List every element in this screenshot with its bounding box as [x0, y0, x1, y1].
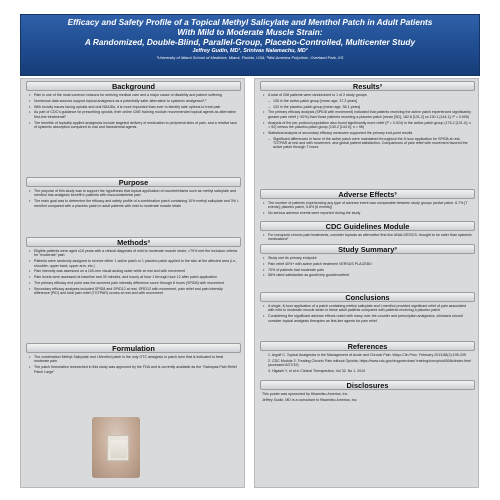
poster-title-line-1: Efficacy and Safety Profile of a Topical Methyl Salicylate and Menthol Patch in Adult Patients: [67, 17, 433, 27]
reference-item: 2. CDC Module 2: Treating Chronic Pain without Opioids; https://www.cdc.gov/drugoverdose/ training/nonopioid/508c/index.html (accessed 8/27/19): [268, 358, 471, 368]
conclusions-section: [260, 292, 475, 324]
methods-item: • Eligible patients were aged ≥18 years with a clinical diagnosis of mild to moderate muscle strain; >70% met the inclusion criteria for “moderate” pain: [28, 249, 239, 258]
disclosures-section: [260, 380, 475, 402]
results-subitem: – Significant differences in favor of the active patch were maintained throughout the 8 hour application for SPID8 at rest, TOTPAR at rest and with movement, and global patient satisfaction. Comparisons of pain relief with movement favored the active patch through 7 hours: [262, 137, 473, 150]
adverse-effects-item: • The number of patients experiencing any type of adverse event was comparable between study groups (active patch, 6.7% [7 events]; placebo patch, 5.8% [6 events]): [262, 201, 473, 210]
background-heading: Background: [26, 81, 241, 91]
study-summary-item: • Pain relief 40%+ with active patch treatment VERSUS PLACEBO: [262, 262, 473, 266]
cdc-guidelines-heading: CDC Guidelines Module: [260, 221, 475, 231]
references-heading: References: [260, 341, 475, 351]
results-item: • The primary efficacy analysis (SPID8 with movement) indicated that patients receiving the active patch experienced significantly greater pain relief (~40%) than those patients receiving a placebo patch (mean [SD], 182.6 [131.2] vs 130.1 [144.1]; P = 0.005): [262, 110, 473, 119]
methods-item: • The primary efficacy end point was the summed pain intensity difference score through 8 hours (SPID8) with movement: [28, 281, 239, 285]
methods-heading: Methods³: [26, 237, 241, 247]
conclusions-item: • A single, 8-hour application of a patch containing methyl salicylate and l-menthol provided significant relief of pain associated with mild to moderate muscle strain in these adult patients compared with patients receiving a placebo patch: [262, 304, 473, 313]
study-summary-item: • Study met its primary endpoint: [262, 256, 473, 260]
salonpas-patch-image: [92, 417, 140, 478]
reference-item: 3. Higashi Y, et al in Clinical Therapeutics, Vol 32. No 1. 2010: [268, 369, 366, 373]
disclosure-line: Jeffrey Gudin, MD is a consultant to Hisamitsu America, Inc.: [262, 398, 358, 402]
poster-authors: Jeffrey Gudin, MD¹, Srinivas Nalamachu, MD²: [192, 48, 308, 55]
conclusions-item: • Considering the significant adverse effects noted with many over-the-counter and prescription analgesics, clinicians should consider topical analgesic therapies as first-line agents for pain relief: [262, 314, 473, 323]
references-section: [260, 341, 475, 375]
methods-item: • Patients were randomly assigned to receive either 1 active patch or 1 placebo patch applied to the skin at the affected area (i.e., shoulder, upper back, upper arm, etc.): [28, 259, 239, 268]
study-summary-body: [260, 254, 475, 278]
background-item: • With toxicity issues facing opioids and oral NSAIDs, it is more important than ever to identify safe options to treat pain: [28, 105, 239, 109]
conclusions-body: [260, 302, 475, 323]
purpose-heading: Purpose: [26, 177, 241, 187]
results-subitem: – 105 in the active-patch group [mean age, 37.3 years]: [262, 99, 473, 103]
study-summary-item: • 58% rated satisfaction as good/very good/excellent: [262, 273, 473, 277]
purpose-body: [26, 187, 241, 208]
patch-on-shoulder: [107, 435, 129, 461]
study-summary-section: [260, 244, 475, 279]
results-section: [260, 81, 475, 151]
poster-title-line-2: With Mild to Moderate Muscle Strain:: [177, 26, 323, 37]
poster-subtitle: A Randomized, Double-Blind, Parallel-Group, Placebo-Controlled, Multicenter Study: [84, 37, 416, 48]
methods-item: • Pain levels were assessed at baseline and 30 minutes, and hourly at hour 1 through hour 12 after patch application: [28, 275, 239, 279]
results-heading: Results³: [260, 81, 475, 91]
background-item: • The benefits of topically applied analgesics include targeted delivery of medication to peripheral sites of pain, and a relative lack of systemic absorption compared to oral and transdermal agents: [28, 121, 239, 130]
formulation-item: • The combination Methyl-Salicylate and l-Menthol patch is the only OTC analgesic in patch form that is indicated to treat moderate pain: [28, 355, 239, 364]
cdc-guidelines-section: [260, 221, 475, 243]
purpose-item: • The purpose of this study was to support the hypothesis that topical application of counterirritants such as methyl salicylate and menthol has analgesic benefit in patients with musculoskeletal pain: [28, 189, 239, 198]
disclosure-line: This poster was sponsored by Hisamitsu America, Inc.: [262, 392, 349, 396]
formulation-heading: Formulation: [26, 343, 241, 353]
adverse-effects-heading: Adverse Effects³: [260, 189, 475, 199]
disclosures-heading: Disclosures: [260, 380, 475, 390]
right-column: [254, 78, 479, 488]
results-item: • Statistical analysis of secondary efficacy measures supported the primary end-point results: [262, 131, 473, 135]
conclusions-heading: Conclusions: [260, 292, 475, 302]
background-section: [26, 81, 241, 131]
background-item: • As part of CDC's guidance for prescribing opioids, their online CME training module recommended topical agents as alternative first-line treatments²: [28, 110, 239, 119]
results-item: • Analysis of the per-protocol population also found significantly more relief (P = 0.024) in the active-patch group (176.2 [131.4]; n = 92) versus the placebo-patch group (130.2 [144.0]; n = 96): [262, 121, 473, 130]
background-item: • Numerous data sources support topical analgesics as a potentially safer alternative to systemic analgesics¹,²: [28, 99, 239, 103]
study-summary-heading: Study Summary³: [260, 244, 475, 254]
adverse-effects-item: • No serious adverse events were reported during the study: [262, 211, 473, 215]
poster-header: [20, 14, 480, 76]
methods-section: [26, 237, 241, 297]
references-body: [260, 351, 475, 373]
methods-item: • Pain intensity was assessed on a 100-mm visual analog scale while at rest and with movement: [28, 269, 239, 273]
poster-affiliations: ¹University of Miami School of Medicine, Miami, Florida, USA; ²Mid-America Polyclinic, Overland Park, KS: [156, 55, 344, 61]
results-body: [260, 91, 475, 150]
formulation-section: [26, 343, 241, 375]
reference-item: 1. Argoff C. Topical Analgesics in the Management of Acute and Chronic Pain. Mayo Clin Proc. February 2013;88(2):195-205: [268, 353, 466, 357]
background-body: [26, 91, 241, 129]
adverse-effects-section: [260, 189, 475, 217]
methods-body: [26, 247, 241, 296]
purpose-section: [26, 177, 241, 209]
adverse-effects-body: [260, 199, 475, 216]
cdc-guidelines-body: [260, 231, 475, 242]
purpose-item: • The main goal was to determine the efficacy and safety profile of a combination patch containing 10% methyl salicylate and 3% l-menthol compared with a placebo patch in adult patients with mild to moderate muscle strain: [28, 199, 239, 208]
background-item: • Pain is one of the most common reasons for seeking medical care and a major cause of disability and patient suffering: [28, 93, 239, 97]
formulation-body: [26, 353, 241, 374]
formulation-item: • The patch formulation researched in this study was approved by the FDA and is currently available as the “Salonpas Pain Relief Patch Large”: [28, 365, 239, 374]
results-subitem: – 103 in the placebo-patch group [mean age, 38.1 years]: [262, 105, 473, 109]
disclosures-body: [260, 390, 475, 402]
cdc-guidelines-item: • For nonopioid chronic pain treatments, consider topicals as alternative first-line ANALGESICS- thought to be safer than systemic medications²: [262, 233, 473, 242]
study-summary-item: • 70% of patients had moderate pain: [262, 268, 473, 272]
results-item: • A total of 208 patients were randomized to 1 of 2 study groups: [262, 93, 473, 97]
methods-item: • Secondary efficacy analyses included SPID8 and SPID12 at rest, SPID12 with movement, pain relief and pain intensity difference (PID) and total pain relief (TOTPAR) scores at rest and with movement: [28, 287, 239, 296]
